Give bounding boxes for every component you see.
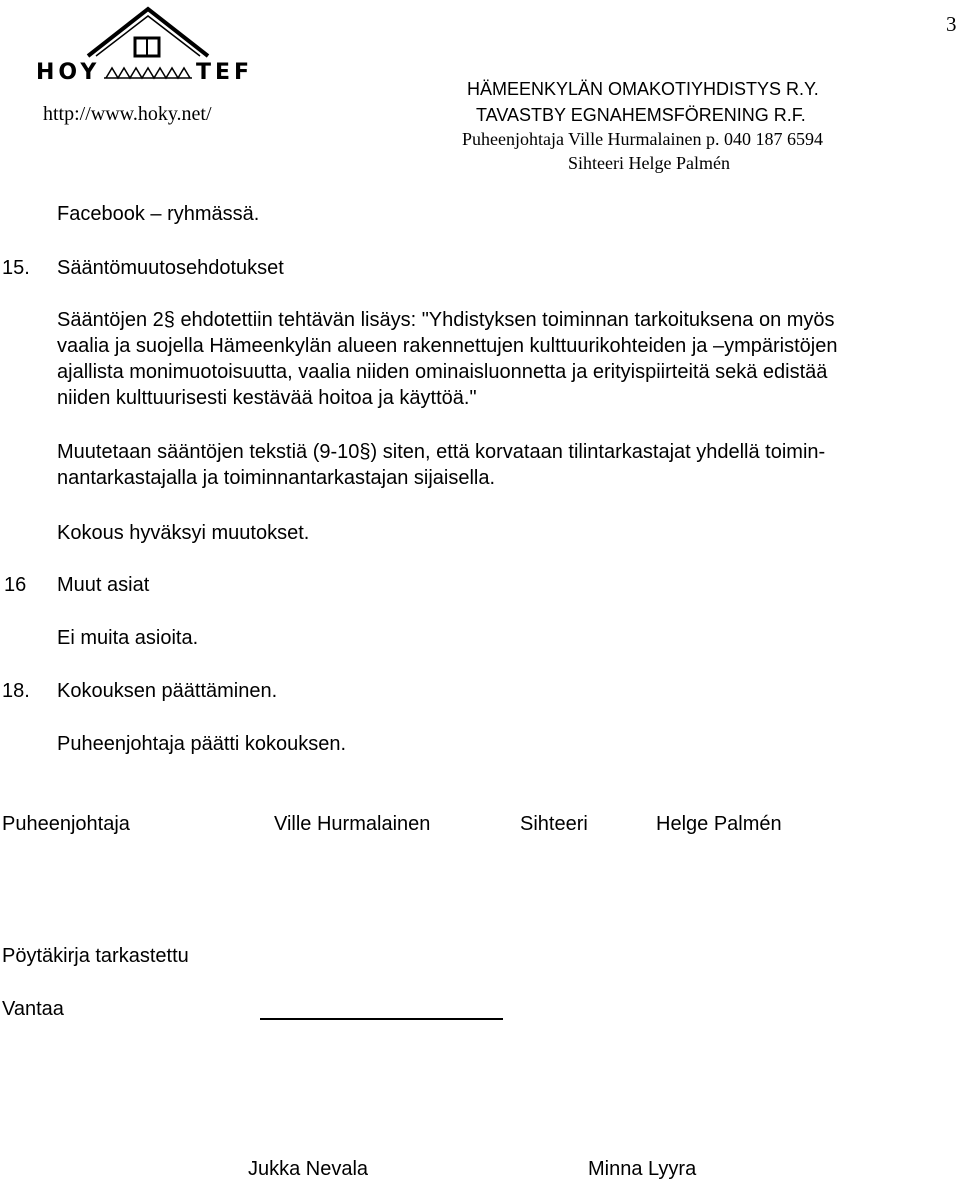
chair-name: Ville Hurmalainen (274, 813, 431, 835)
approval-text: Kokous hyväksyi muutokset. (57, 522, 310, 544)
text-line: Sääntöjen 2§ ehdotettiin tehtävän lisäys: "Yhdistyksen toiminnan tarkoituksena on myös (57, 309, 835, 331)
paragraph-rule-change (57, 307, 957, 411)
secretary-label: Sihteeri (520, 813, 588, 835)
text-line: ajallista monimuotoisuutta, vaalia niiden ominaisluonnetta ja erityispiirteitä sekä edistää (57, 361, 828, 383)
facebook-line: Facebook – ryhmässä. (57, 203, 260, 225)
minutes-checked-label: Pöytäkirja tarkastettu (2, 945, 189, 967)
text-line: nantarkastajalla ja toiminnantarkastajan sijaisella. (57, 467, 496, 489)
section-15-title: Sääntömuutosehdotukset (57, 257, 284, 279)
closing-text: Puheenjohtaja päätti kokouksen. (57, 733, 347, 755)
section-18-title: Kokouksen päättäminen. (57, 680, 278, 702)
section-15-number: 15. (2, 257, 30, 279)
place-label: Vantaa (2, 998, 64, 1020)
text-line: vaalia ja suojella Hämeenkylän alueen rakennettujen kulttuurikohteiden ja –ympäristöjen (57, 335, 838, 357)
page-number: 3 (946, 12, 957, 36)
svg-text:TEF: TEF (196, 60, 254, 85)
text-line: niiden kulttuurisesti kestävää hoitoa ja käyttöä." (57, 387, 477, 409)
date-signature-line (260, 1018, 503, 1020)
website-url: http://www.hoky.net/ (43, 103, 212, 125)
section-16-number: 16 (4, 574, 27, 596)
checker-1-name: Jukka Nevala (248, 1158, 369, 1180)
checker-2-name: Minna Lyyra (588, 1158, 697, 1180)
org-name-sv: TAVASTBY EGNAHEMSFÖRENING R.F. (476, 105, 806, 125)
org-name-fi: HÄMEENKYLÄN OMAKOTIYHDISTYS R.Y. (467, 79, 819, 99)
chair-label: Puheenjohtaja (2, 813, 130, 835)
no-other-matters-text: Ei muita asioita. (57, 627, 199, 649)
chair-contact: Puheenjohtaja Ville Hurmalainen p. 040 187 6594 (462, 129, 824, 149)
house-logo-icon (36, 6, 260, 86)
secretary-contact: Sihteeri Helge Palmén (568, 153, 730, 173)
svg-text:HOY: HOY (36, 60, 101, 85)
secretary-name: Helge Palmén (656, 813, 782, 835)
section-16-title: Muut asiat (57, 574, 150, 596)
hoky-logo (36, 6, 260, 86)
text-line: Muutetaan sääntöjen tekstiä (9-10§) siten, että korvataan tilintarkastajat yhdellä toimin- (57, 441, 826, 463)
section-18-number: 18. (2, 680, 30, 702)
paragraph-auditor-change (57, 439, 957, 491)
